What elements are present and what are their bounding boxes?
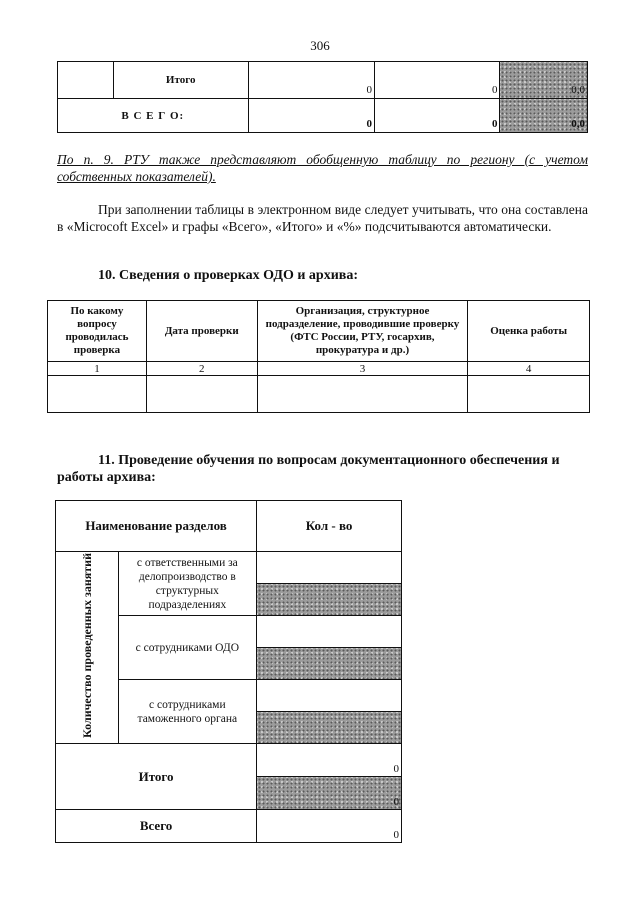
value-cell [257, 680, 402, 712]
value-cell-shaded [257, 584, 402, 616]
empty-cell [146, 376, 257, 413]
table-header-row [56, 501, 402, 552]
col-number: 1 [48, 362, 147, 376]
table-row [58, 62, 588, 99]
value-cell [257, 616, 402, 648]
value-cell-shaded [257, 712, 402, 744]
table-row [48, 376, 590, 413]
summary-table [57, 61, 588, 133]
table-row [58, 99, 588, 133]
table-row [56, 744, 402, 777]
col-organization: Организация, структурное подразделение, проводившие проверку (ФТС России, РТУ, госархив, прокуратура и др.) [257, 301, 468, 362]
vertical-label: Количество проведенных занятий [79, 553, 94, 738]
value-cell [257, 552, 402, 584]
empty-cell [468, 376, 590, 413]
col-number: 3 [257, 362, 468, 376]
section-11-heading: 11. Проведение обучения по вопросам документационного обеспечения и работы архива: [57, 453, 560, 485]
itogo-value-2: 0 [375, 62, 500, 99]
instruction-paragraph: При заполнении таблицы в электронном виде следует учитывать, что она составлена в «Microcoft Excel» и графы «Всего», «Итого» и «%» подсчитываются автоматически. [57, 202, 588, 234]
table-header-row [48, 301, 590, 362]
col-assessment: Оценка работы [468, 301, 590, 362]
col-question: По какому вопросу проводилась проверка [48, 301, 147, 362]
row-label: с ответственными за делопроизводство в структурных подразделениях [118, 552, 257, 616]
vsego-label: В С Е Г О: [58, 99, 249, 133]
page-number: 306 [310, 38, 330, 53]
itogo-value-3: 0,0 [500, 62, 588, 99]
vertical-label-cell [56, 552, 119, 744]
itogo-label: Итого [113, 62, 248, 99]
table-row [48, 362, 590, 376]
vsego-value-3: 0,0 [500, 99, 588, 133]
col-number: 4 [468, 362, 590, 376]
total-label: Итого [56, 744, 257, 810]
row-label: с сотрудниками ОДО [118, 616, 257, 680]
total-value-bottom: 0 [257, 777, 402, 810]
col-number: 2 [146, 362, 257, 376]
inspections-table [47, 300, 590, 413]
section-10-heading: 10. Сведения о проверках ОДО и архива: [98, 268, 358, 283]
empty-cell [48, 376, 147, 413]
col-date: Дата проверки [146, 301, 257, 362]
row-label: с сотрудниками таможенного органа [118, 680, 257, 744]
table-row [56, 810, 402, 843]
value-cell-shaded [257, 648, 402, 680]
table-row [56, 552, 402, 584]
grand-total-value: 0 [257, 810, 402, 843]
itogo-value-1: 0 [248, 62, 374, 99]
vsego-value-1: 0 [248, 99, 374, 133]
vsego-value-2: 0 [375, 99, 500, 133]
empty-cell [257, 376, 468, 413]
col-section-name: Наименование разделов [56, 501, 257, 552]
empty-cell [58, 62, 114, 99]
total-value-top: 0 [257, 744, 402, 777]
col-quantity: Кол - во [257, 501, 402, 552]
training-table [55, 500, 402, 843]
grand-total-label: Всего [56, 810, 257, 843]
note-text: По п. 9. РТУ также представляют обобщенную таблицу по региону (с учетом собственных показателей). [57, 152, 588, 184]
